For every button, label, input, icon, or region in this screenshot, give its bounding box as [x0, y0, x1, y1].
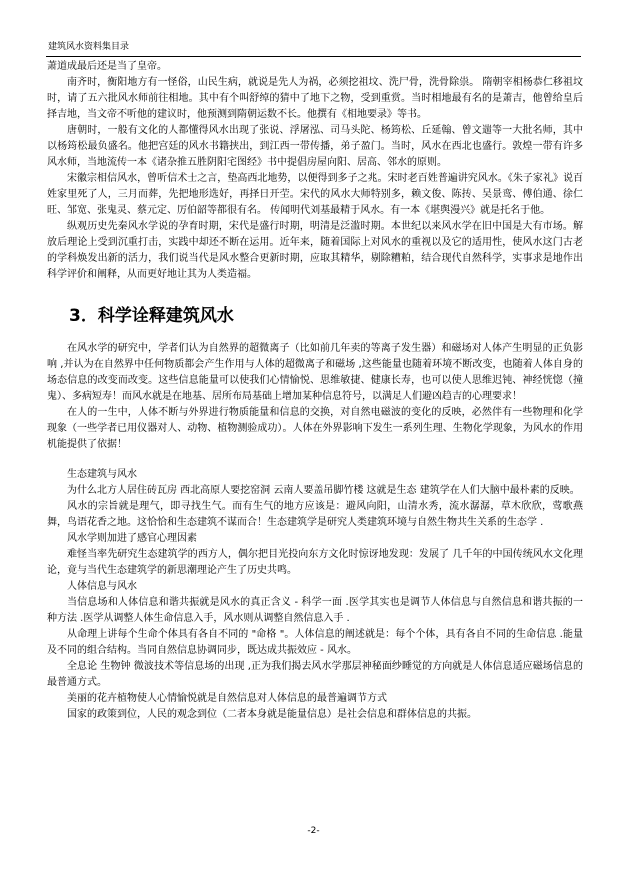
subheading: 生态建筑与风水 [67, 469, 137, 480]
paragraph: 南齐时，衡阳地方有一怪俗，山民生病，就说是先人为祸，必须挖祖坟、洗尸骨，洗骨除祟。 隋朝宰相杨恭仁移祖坟时，请了五六批风水师前往相地。其中有个叫舒绰的猜中了地下之物，受到重赏。当时相地最有名的是萧吉，他曾给皇后择吉地，当文帝不听他的建议时，他预测到隋朝运数不长。他撰有《相地要录》等书。 [47, 77, 583, 120]
paragraph: 为什么北方人居住砖瓦房 西北高原人要挖窑洞 云南人要盖吊脚竹楼 这就是生态 建筑学在人们大脑中最朴素的反映。 [67, 485, 580, 496]
section-title: 3．科学诠释建筑风水 [69, 306, 234, 326]
paragraph: 全息论 生物钟 微波技术等信息场的出现 ,正为我们揭去风水学那层神秘面纱睡觉的方向就是人体信息适应磁场信息的最普通方式。 [47, 661, 583, 688]
paragraph: 国家的政策到位，人民的观念到位（二者本身就是能量信息）是社会信息和群体信息的共振。 [67, 709, 477, 720]
paragraph: 纵观历史先秦风水学说的孕育时期，宋代是盛行时期，明清是泛滥时期。本世纪以来风水学在旧中国是大有市场。解放后理论上受到沉重打击，实践中却还不断在运用。近年来，随着国际上对风水的重视以及它的适用性，使风水这门古老的学科焕发出新的活力，我们说当代是风水整合更新时期，应取其精华，剔除糟粕，结合现代自然科学，实事求是地作出科学评价和阐释，从而更好地让其为人类造福。 [47, 221, 583, 280]
subheading: 人体信息与风水 [67, 581, 137, 592]
paragraph: 从命理上讲每个生命个体具有各自不同的 "命格 "。人体信息的阐述就是：每个个体，具有各自不同的生命信息 .能量及不同的组合结构。当同自然信息协调同步，既达成共振效应 - 风水。 [47, 629, 583, 656]
header-rule [46, 56, 581, 57]
paragraph: 风水的宗旨就是理气，即寻找生气。而有生气的地方应该是：避风向阳，山清水秀，流水潺潺，草木欣欣，莺歌燕舞，鸟语花香之地。这恰恰和生态建筑不谋而合！生态建筑学是研究人类建筑环境与自然生物共生关系的生态学 . [47, 501, 583, 528]
page-content [47, 59, 583, 723]
paragraph: 当信息场和人体信息和谐共振就是风水的真正含义 - 科学一面 .医学其实也是调节人体信息与自然信息和谐共振的一种方法 .医学从调整人体生命信息入手，风水则从调整自然信息入手 . [47, 597, 583, 624]
paragraph: 唐朝时，一般有文化的人都懂得风水出现了张说、浮屠泓、司马头陀、杨筠松、丘延翰、曾文遄等一大批名师，其中以杨筠松最负盛名。他把宫廷的风水书籍挟出，到江西一带传播，弟子盈门。当时，风水在西北也盛行。敦煌一带有许多风水师，当地流传一本《诸杂推五胜阴阳宅图经》书中提倡房屋向阳、居高、邻水的原则。 [47, 125, 583, 168]
paragraph: 在风水学的研究中，学者们认为自然界的超微离子（比如前几年卖的等离子发生器）和磁场对人体产生明显的正负影响 ,并认为在自然界中任何物质都会产生作用与人体的超微离子和磁场 ,这些能量也随着环境不断改变，也随着人体自身的场态信息的改变而改变。这些信息能量可以使我们心情愉悦、思维敏捷、健康长寿，也可以使人思维迟钝、神经恍惚（撞鬼）、多病短寿！而风水就是在地基、居所布局基础上增加某种信息符号，以满足人们避凶趋吉的心理要求！ [47, 343, 583, 402]
running-header: 建筑风水资料集目录 [48, 42, 130, 52]
paragraph: 美丽的花卉植物使人心情愉悦就是自然信息对人体信息的最普遍调节方式 [67, 693, 387, 704]
paragraph: 宋徽宗相信风水，曾听信术士之言，垫高西北地势，以便得到多子之兆。宋时老百姓普遍讲究风水。《朱子家礼》说百姓家里死了人，三月而葬，先把地形选好，再择日开茔。宋代的风水大师特别多，赖文俊、陈抟、吴景鸾、傅伯通、徐仁旺、邹宽、张鬼灵、蔡元定、厉伯韶等都很有名。 传闻明代刘基最精于风水。有一本《堪舆漫兴》就是托名于他。 [47, 173, 583, 216]
paragraph: 萧道成最后还是当了皇帝。 [47, 61, 167, 72]
page-number: -2- [307, 826, 320, 836]
subheading: 风水学则加进了感官心理因素 [67, 533, 197, 544]
paragraph: 在人的一生中，人体不断与外界进行物质能量和信息的交换，对自然电磁波的变化的反映，必然伴有一些物理和化学现象（一些学者已用仪器对人、动物、植物测验成功）。人体在外界影响下发生一系列生理、生物化学现象，为风水的作用机能提供了依据！ [47, 407, 583, 450]
paragraph: 难怪当率先研究生态建筑学的西方人，偶尔把目光投向东方文化时惊讶地发现：发展了 几千年的中国传统风水文化理论，竟与当代生态建筑学的新思潮理论产生了历史共鸣。 [47, 549, 583, 576]
spacer [47, 453, 583, 467]
